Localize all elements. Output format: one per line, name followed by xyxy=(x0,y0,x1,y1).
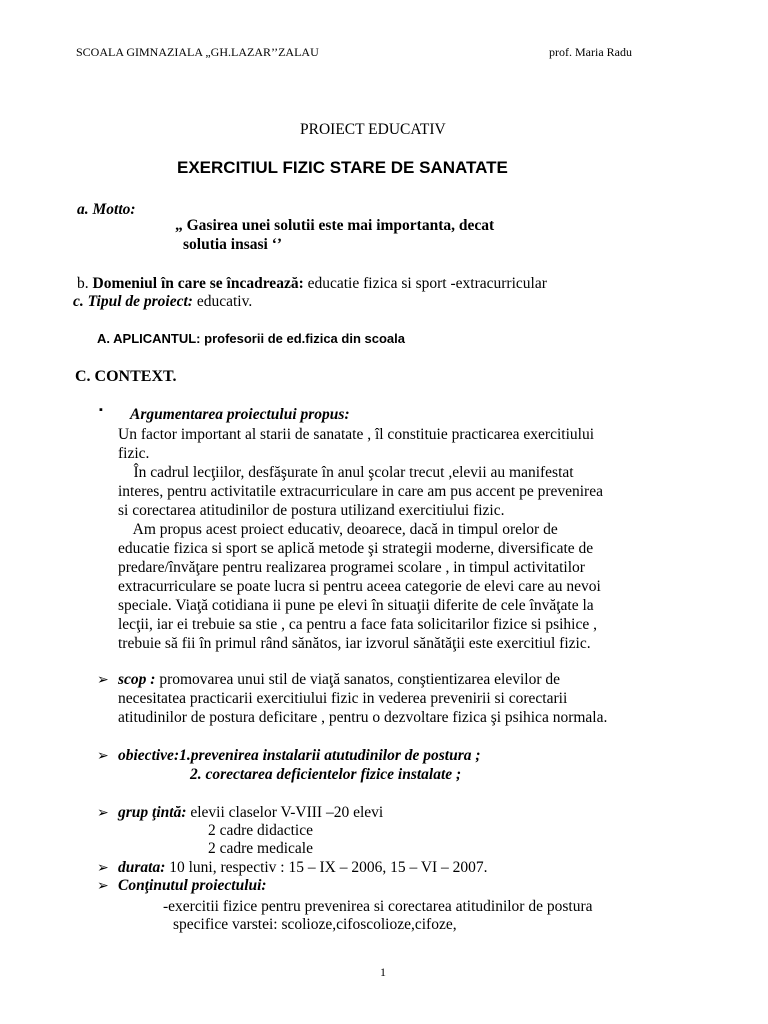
argument-line: si corectarea atitudinilor de postura utilizand exercitiului fizic. xyxy=(118,502,505,519)
argument-line: Am propus acest proiect educativ, deoarece, dacă in timpul orelor de xyxy=(118,521,558,538)
type-value: educativ. xyxy=(196,293,253,310)
domain-value: educatie fizica si sport -extracurricular xyxy=(307,275,547,292)
motto-line-1: „ Gasirea unei solutii este mai importanta, decat xyxy=(175,217,495,234)
arrow-bullet-icon: ➢ xyxy=(97,861,109,876)
target-line-3: 2 cadre medicale xyxy=(208,840,313,857)
document-kind: PROIECT EDUCATIV xyxy=(300,121,446,138)
applicant-line xyxy=(97,331,405,346)
arrow-bullet-icon: ➢ xyxy=(97,673,109,688)
page-number: 1 xyxy=(380,965,386,979)
argument-line: predare/învăţare pentru realizarea programei scolare , in timpul activitatilor xyxy=(118,559,585,576)
domain-prefix: b. xyxy=(77,275,89,292)
scope-line-2: necesitatea practicarii exercitiului fizic in vederea prevenirii si corectarii xyxy=(118,690,568,707)
arrow-bullet-icon: ➢ xyxy=(97,749,109,764)
target-value: elevii claselor V-VIII –20 elevi xyxy=(190,804,384,821)
duration-line xyxy=(118,859,488,877)
motto-label: a. Motto: xyxy=(77,201,136,218)
scope-line-1 xyxy=(118,671,560,689)
argument-line: fizic. xyxy=(118,445,150,462)
type-label: c. Tipul de proiect: xyxy=(73,293,193,310)
target-line-2: 2 cadre didactice xyxy=(208,822,313,839)
teacher-name: prof. Maria Radu xyxy=(549,45,632,59)
argument-line: lecţii, iar ei trebuie sa stie , ca pentru a face fata solicitarilor fizice si psihice , xyxy=(118,616,597,633)
bullet-square: ▪ xyxy=(99,404,103,416)
content-line-2: specifice varstei: scolioze,cifoscolioze,cifoze, xyxy=(173,916,457,933)
objectives-line-2: 2. corectarea deficientelor fizice instalate ; xyxy=(190,766,462,783)
school-name: SCOALA GIMNAZIALA „GH.LAZAR’’ZALAU xyxy=(76,45,319,59)
argument-line: educatie fizica si sport se aplică metode şi strategii moderne, diversificate de xyxy=(118,540,594,557)
argument-paragraph xyxy=(118,425,603,653)
scope-line-3: atitudinilor de postura deficitare , pentru o dezvoltare fizica şi psihica normala. xyxy=(118,709,608,726)
applicant-value: profesorii de ed.fizica din scoala xyxy=(204,331,405,346)
scope-label: scop : xyxy=(118,671,156,688)
applicant-label: A. APLICANTUL: xyxy=(97,331,201,346)
content-line-1: -exercitii fizice pentru prevenirea si corectarea atitudinilor de postura xyxy=(163,898,593,915)
argument-line: trebuie să fii în primul rând sănătos, iar izvorul sănătăţii este exercitiul fizic. xyxy=(118,635,591,652)
argument-line: Un factor important al starii de sanatate , îl constituie practicarea exercitiului xyxy=(118,426,594,443)
domain-label: Domeniul în care se încadrează: xyxy=(92,275,304,292)
target-line-1 xyxy=(118,804,383,822)
target-label: grup ţintă: xyxy=(118,804,187,821)
document-title: EXERCITIUL FIZIC STARE DE SANATATE xyxy=(177,158,508,177)
argument-title: Argumentarea proiectului propus: xyxy=(130,406,350,423)
domain-line xyxy=(77,275,547,293)
content-label: Conţinutul proiectului: xyxy=(118,877,267,894)
arrow-bullet-icon: ➢ xyxy=(97,879,109,894)
context-heading: C. CONTEXT. xyxy=(75,368,177,385)
objectives-line-1: obiective:1.prevenirea instalarii atutudinilor de postura ; xyxy=(118,747,481,764)
motto-line-2: solutia insasi ‘’ xyxy=(183,236,283,253)
argument-line: interes, pentru activitatile extracurriculare in care am pus accent pe prevenirea xyxy=(118,483,603,500)
duration-value: 10 luni, respectiv : 15 – IX – 2006, 15 – VI – 2007. xyxy=(169,859,488,876)
argument-line: speciale. Viaţă cotidiana ii pune pe elevi în situaţii diferite de cele învăţate la xyxy=(118,597,594,614)
duration-label: durata: xyxy=(118,859,166,876)
type-line xyxy=(73,293,252,311)
argument-line: extracurriculare se poate lucra si pentru aceea categorie de elevi care au nevoi xyxy=(118,578,601,595)
argument-line: În cadrul lecţiilor, desfăşurate în anul şcolar trecut ,elevii au manifestat xyxy=(118,464,574,481)
arrow-bullet-icon: ➢ xyxy=(97,806,109,821)
scope-value: promovarea unui stil de viaţă sanatos, conştientizarea elevilor de xyxy=(159,671,561,688)
